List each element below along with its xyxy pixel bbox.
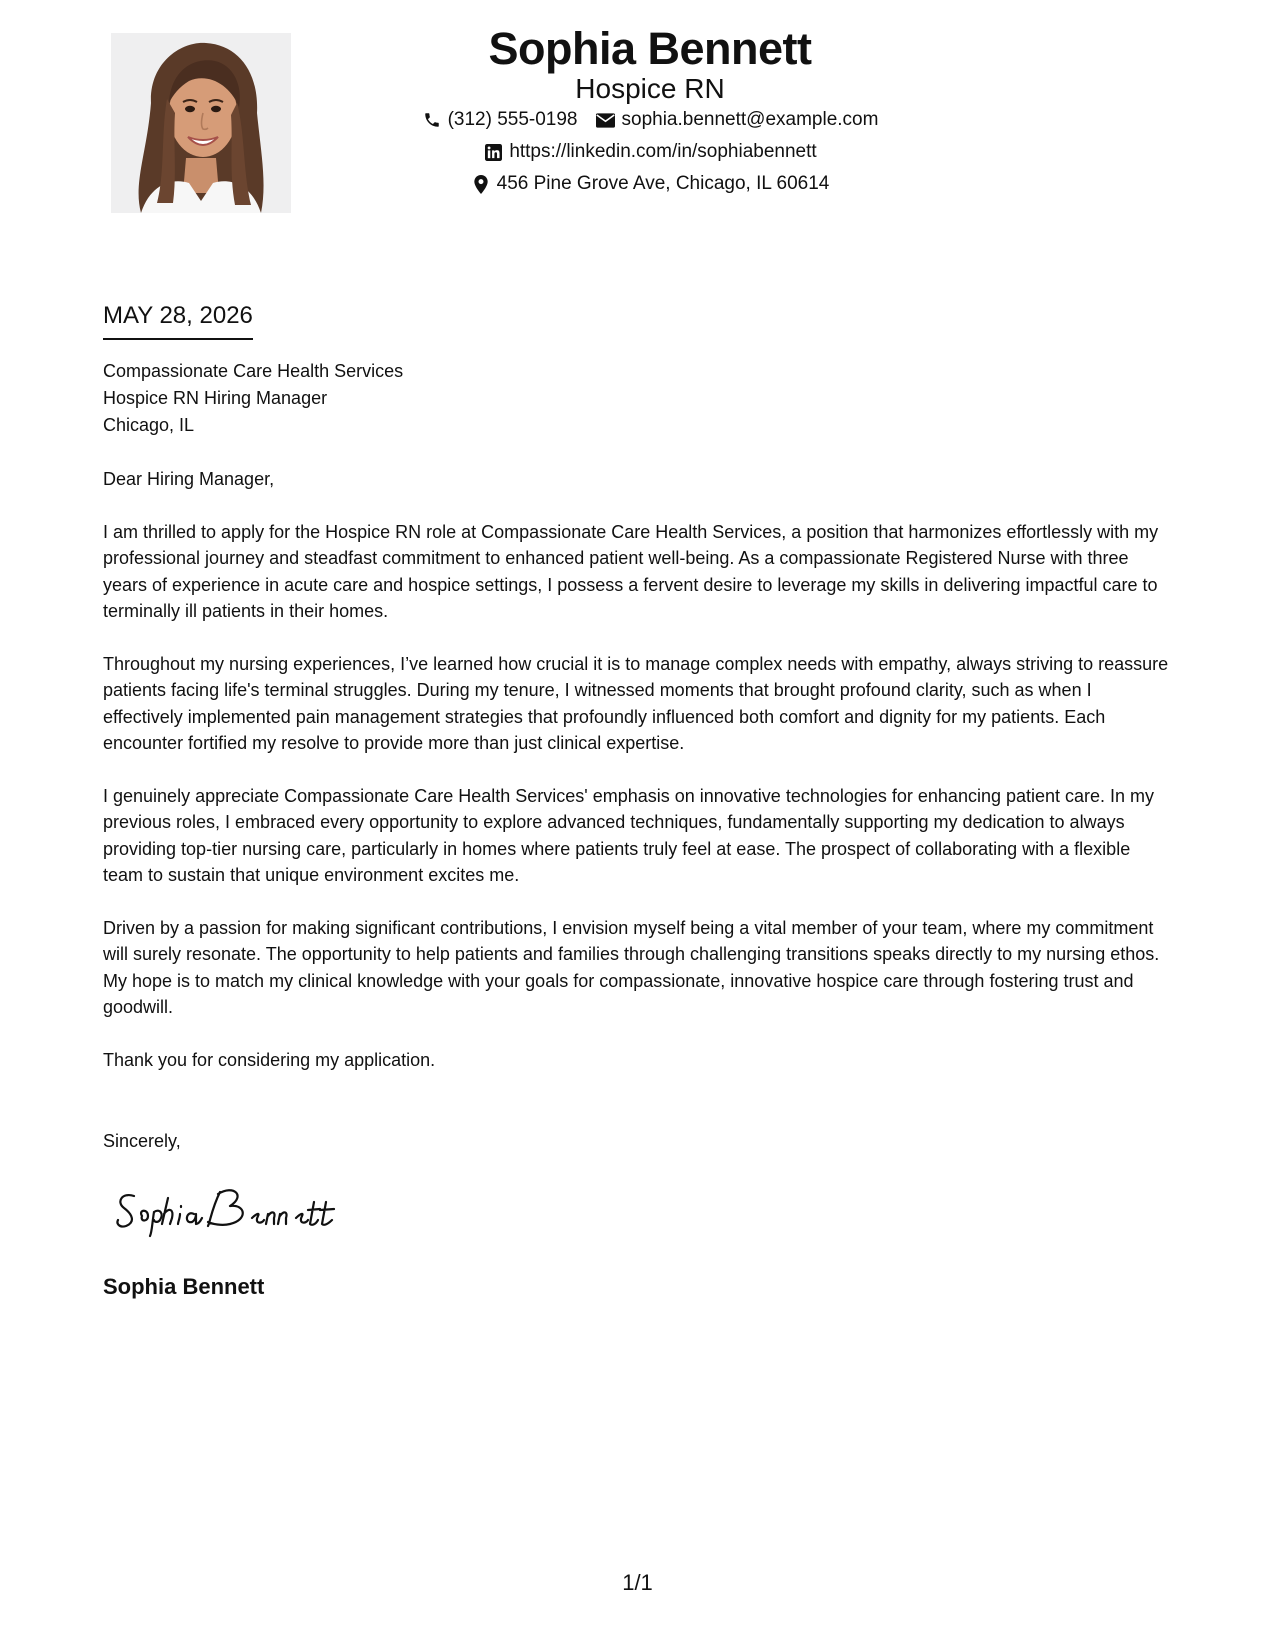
phone-contact[interactable] [422,104,578,136]
profile-photo [111,33,291,213]
contact-line-address [340,168,960,200]
letter-date: MAY 28, 2026 [103,300,253,340]
paragraph-5: Thank you for considering my application. [103,1049,436,1070]
paragraph-2: Throughout my nursing experiences, I’ve learned how crucial it is to manage complex needs with empathy, always striving to reassure patients facing life's terminal struggles. During my tenure, I witnessed moments that brought profound clarity, such as when I effectively implemented pain management strategies that profoundly influenced both comfort and dignity for my patients. Each encounter fortified my resolve to provide more than just clinical expertise. [103,653,1169,753]
map-pin-icon [471,174,491,194]
contact-line-primary [340,104,960,136]
paragraph-1: I am thrilled to apply for the Hospice RN role at Compassionate Care Health Services, a position that harmonizes effortlessly with my professional journey and steadfast commitment to enhanced patient well-being. As a compassionate Registered Nurse with three years of experience in acute care and hospice settings, I possess a fervent desire to leverage my skills in delivering impactful care to terminally ill patients in their homes. [103,521,1159,621]
page-indicator: 1/1 [622,1570,653,1595]
linkedin-icon [483,142,503,162]
recipient-company: Compassionate Care Health Services [103,361,404,381]
paragraph-4: Driven by a passion for making significant contributions, I envision myself being a vital member of your team, where my commitment will surely resonate. The opportunity to help patients and families through challenging transitions speaks directly to my nursing ethos. My hope is to match my clinical knowledge with your goals for compassionate, innovative hospice care through fostering trust and goodwill. [103,917,1160,1017]
address-contact [471,168,830,200]
applicant-name: Sophia Bennett [488,23,812,74]
signature-drawing [112,1178,352,1238]
salutation: Dear Hiring Manager, [103,469,275,489]
handwritten-signature [112,1178,352,1243]
recipient-location: Chicago, IL [103,415,195,435]
phone-number: (312) 555-0198 [447,109,578,130]
email-contact[interactable] [596,104,879,136]
linkedin-contact[interactable] [483,136,816,168]
closing-phrase: Sincerely, [103,1131,181,1151]
recipient-block [103,358,403,439]
signer-name: Sophia Bennett [103,1274,265,1299]
portrait-illustration [111,33,291,213]
envelope-icon [596,110,616,130]
email-address: sophia.bennett@example.com [621,109,879,130]
letter-body [103,466,1173,1099]
recipient-title: Hospice RN Hiring Manager [103,388,328,408]
contact-line-linkedin [340,136,960,168]
paragraph-3: I genuinely appreciate Compassionate Care Health Services' emphasis on innovative technologies for enhancing patient care. In my previous roles, I embraced every opportunity to explore advanced techniques, fundamentally supporting my dedication to always providing top-tier nursing care, particularly in homes where patients truly feel at ease. The prospect of collaborating with a flexible team to sustain that unique environment excites me. [103,785,1155,885]
applicant-role: Hospice RN [575,73,725,104]
linkedin-url: https://linkedin.com/in/sophiabennett [509,141,817,162]
phone-icon [422,110,442,130]
letter-header [340,22,960,200]
street-address: 456 Pine Grove Ave, Chicago, IL 60614 [496,173,830,194]
